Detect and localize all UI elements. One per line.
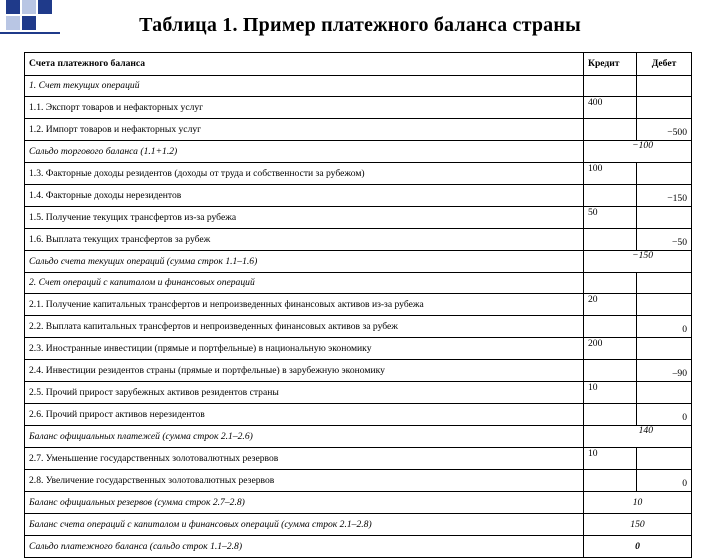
row-label: Баланс официальных резервов (сумма строк 2.7–2.8)	[29, 496, 245, 508]
row-label: 2.5. Прочий прирост зарубежных активов резидентов страны	[29, 386, 279, 398]
debit-value: 0	[682, 412, 687, 423]
credit-value: 10	[588, 382, 598, 393]
table-row	[25, 338, 692, 360]
row-label: 2.4. Инвестиции резидентов страны (прямые и портфельные) в зарубежную экономику	[29, 364, 385, 376]
credit-value: 200	[588, 338, 603, 349]
row-label: Сальдо счета текущих операций (сумма строк 1.1–1.6)	[29, 255, 258, 267]
row-label: 1.4. Факторные доходы нерезидентов	[29, 189, 182, 201]
table-row	[25, 316, 692, 338]
table-row	[25, 404, 692, 426]
row-label: 1.1. Экспорт товаров и нефакторных услуг	[29, 101, 204, 113]
table-row	[25, 536, 692, 558]
row-label: 1.6. Выплата текущих трансфертов за рубеж	[29, 233, 211, 245]
table-row	[25, 207, 692, 229]
table-row	[25, 251, 692, 273]
row-label: 1.3. Факторные доходы резидентов (доходы от труда и собственности за рубежом)	[29, 167, 365, 179]
header-accounts: Счета платежного баланса	[25, 53, 584, 76]
row-label: Баланс счета операций с капиталом и финансовых операций (сумма строк 2.1–2.8)	[29, 518, 372, 530]
table-row	[25, 76, 692, 97]
table-row	[25, 448, 692, 470]
table-row	[25, 514, 692, 536]
debit-value: −50	[671, 237, 687, 248]
row-label: 2.8. Увеличение государственных золотовалютных резервов	[29, 474, 275, 486]
row-total-value: 0	[635, 540, 640, 552]
table-row	[25, 470, 692, 492]
debit-value: −500	[667, 127, 687, 138]
row-label: 1. Счет текущих операций	[29, 80, 140, 91]
row-label: Сальдо платежного баланса (сальдо строк 1.1–2.8)	[29, 540, 243, 552]
row-total-value: 150	[630, 518, 645, 530]
table-row	[25, 360, 692, 382]
balance-of-payments-table	[24, 52, 692, 558]
row-label: 2.3. Иностранные инвестиции (прямые и портфельные) в национальную экономику	[29, 342, 372, 354]
row-label: 2.1. Получение капитальных трансфертов и непроизведенных финансовых активов из-за рубежа	[29, 298, 424, 310]
credit-value: 20	[588, 294, 598, 305]
table-row	[25, 426, 692, 448]
row-total-value: 10	[632, 496, 643, 508]
table-row	[25, 229, 692, 251]
page-title: Таблица 1. Пример платежного баланса страны	[139, 14, 581, 36]
table-row	[25, 185, 692, 207]
header-credit: Кредит	[584, 53, 637, 76]
row-total-value: 140	[638, 425, 653, 436]
table-header-row	[25, 53, 692, 76]
credit-value: 50	[588, 207, 598, 218]
debit-value: 0	[682, 478, 687, 489]
table-row	[25, 382, 692, 404]
row-label: Баланс официальных платежей (сумма строк 2.1–2.6)	[29, 430, 253, 442]
row-label: 2.7. Уменьшение государственных золотовалютных резервов	[29, 452, 279, 464]
header-debit: Дебет	[637, 53, 692, 76]
row-label: 1.2. Импорт товаров и нефакторных услуг	[29, 123, 202, 135]
table-row	[25, 294, 692, 316]
credit-value: 10	[588, 448, 598, 459]
row-total-value: −100	[632, 140, 653, 151]
row-label: 2.6. Прочий прирост активов нерезидентов	[29, 408, 205, 420]
table-row	[25, 163, 692, 185]
table-row	[25, 492, 692, 514]
debit-value: −150	[667, 193, 687, 204]
debit-value: 0	[682, 324, 687, 335]
debit-value: –90	[672, 368, 687, 379]
table-row	[25, 141, 692, 163]
table-row	[25, 273, 692, 294]
table-row	[25, 119, 692, 141]
credit-value: 400	[588, 97, 603, 108]
table-row	[25, 97, 692, 119]
row-label: 2.2. Выплата капитальных трансфертов и непроизведенных финансовых активов за рубеж	[29, 320, 398, 332]
row-total-value: −150	[632, 250, 653, 261]
row-label: Сальдо торгового баланса (1.1+1.2)	[29, 145, 178, 157]
row-label: 2. Счет операций с капиталом и финансовых операций	[29, 277, 255, 288]
credit-value: 100	[588, 163, 603, 174]
row-label: 1.5. Получение текущих трансфертов из-за рубежа	[29, 211, 237, 223]
